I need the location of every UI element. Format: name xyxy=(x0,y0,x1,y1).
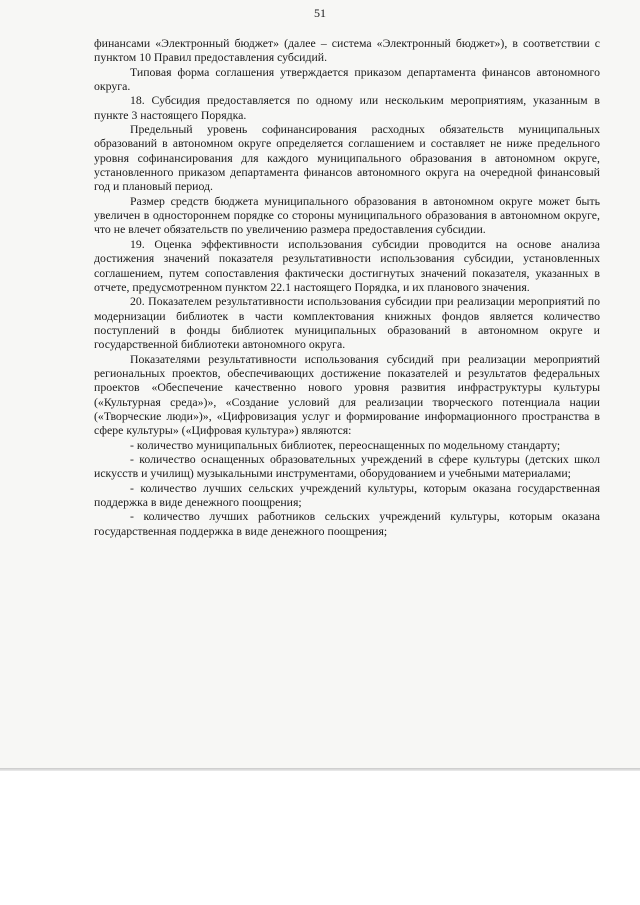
list-item: - количество муниципальных библиотек, переоснащенных по модельному стандарту; xyxy=(130,437,561,452)
page-number: 51 xyxy=(314,6,326,20)
paragraph-item-18: 18. Субсидия предоставляется по одному или нескольким мероприятиям, указанным в пункте 3 настоящего Порядка. xyxy=(94,93,600,122)
paragraph-item-20: 20. Показателем результативности использования субсидии при реализации мероприятий по модернизации библиотек в части комплектования книжных фондов является количество поступлений в фонды библиотек муниципальных образований в автономном округе и государственной библиотеки автономного округа. xyxy=(94,294,600,352)
paragraph-continuation: финансами «Электронный бюджет» (далее – система «Электронный бюджет»), в соответствии с пунктом 10 Правил предоставления субсидий. xyxy=(94,36,600,65)
list-item: - количество лучших работников сельских учреждений культуры, которым оказана государственная поддержка в виде денежного поощрения; xyxy=(94,509,600,538)
paragraph-indicators: Показателями результативности использования субсидий при реализации мероприятий региональных проектов, обеспечивающих достижение показателей и результатов федеральных проектов «Обеспечение качественно нового уровня развития инфраструктуры культуры («Культурная среда»)», «Создание условий для реализации творческого потенциала нации («Творческие люди»)», «Цифровизация услуг и формирование информационного пространства в сфере культуры» («Цифровая культура») являются: xyxy=(94,351,600,438)
list-item: - количество оснащенных образовательных учреждений в сфере культуры (детских школ искусств и училищ) музыкальными инструментами, оборудованием и учебными материалами; xyxy=(94,451,600,481)
paragraph-budget-increase: Размер средств бюджета муниципального образования в автономном округе может быть увеличен в одностороннем порядке со стороны муниципального образования в автономном округе, что не влечет обязательств по увеличению размера предоставления субсидии. xyxy=(94,193,600,237)
paragraph-standard-form: Типовая форма соглашения утверждается приказом департамента финансов автономного округа. xyxy=(94,64,600,94)
list-item: - количество лучших сельских учреждений культуры, которым оказана государственная поддержка в виде денежного поощрения; xyxy=(94,480,600,509)
scan-bottom-edge xyxy=(0,768,640,771)
paragraph-cofinancing-level: Предельный уровень софинансирования расходных обязательств муниципальных образований в автономном округе определяется соглашением и составляет не ниже предельного уровня софинансирования для каждого муниципального образования в автономном округе, установленного приказом департамента финансов автономного округа на очередной финансовый год и плановый период. xyxy=(94,122,600,194)
paragraph-item-19: 19. Оценка эффективности использования субсидии проводится на основе анализа достижения значений показателя результативности использования субсидии, установленных соглашением, путем сопоставления фактически достигнутых значений показателя, указанных в отчете, предусмотренном пунктом 22.1 настоящего Порядка, и их планового значения. xyxy=(94,236,600,294)
document-body xyxy=(94,36,600,538)
